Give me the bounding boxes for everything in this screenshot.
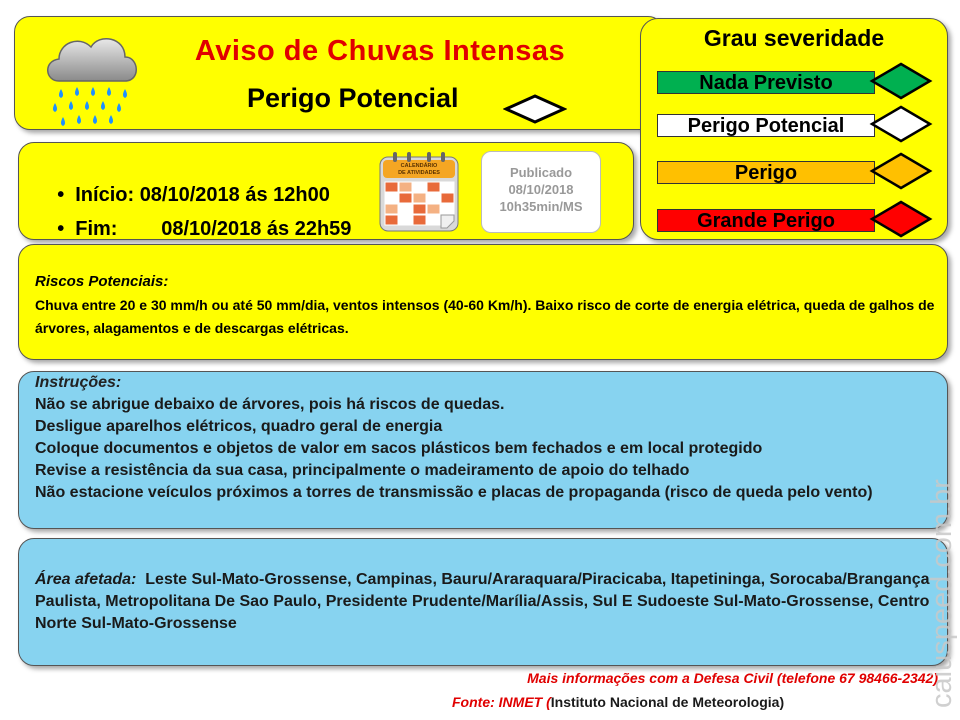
severity-level (657, 61, 937, 101)
end-date: • Fim: 08/10/2018 ás 22h59 (57, 218, 352, 240)
svg-text:DE ATIVIDADES: DE ATIVIDADES (398, 170, 440, 176)
instruction-item: Coloque documentos e objetos de valor em sacos plásticos bem fechados e em local protegido (35, 440, 763, 457)
severity-level (657, 151, 937, 191)
diamond-icon (869, 199, 933, 239)
published-label: Publicado (509, 165, 573, 180)
diamond-icon (869, 61, 933, 101)
page-subtitle: Perigo Potencial (247, 83, 459, 113)
risks-text: Chuva entre 20 e 30 mm/h ou até 50 mm/dia, ventos intensos (40-60 Km/h). Baixo risco de corte de energia elétrica, queda de galhos de árvores, alagamentos e de descargas elétricas. (35, 297, 935, 336)
severity-level (657, 104, 937, 144)
end-value: 08/10/2018 ás 22h59 (161, 218, 352, 240)
instruction-item: Desligue aparelhos elétricos, quadro geral de energia (35, 418, 443, 435)
instruction-item: Revise a resistência da sua casa, principalmente o madeiramento de apoio do telhado (35, 462, 690, 479)
instructions-title: Instruções: (35, 374, 122, 391)
severity-label: Perigo Potencial (657, 114, 875, 137)
end-label: Fim: (75, 218, 118, 240)
published-date: 08/10/2018 (508, 182, 574, 197)
watermark (915, 412, 960, 712)
calendar-text: CALENDÁRIO (400, 163, 438, 169)
header-panel (14, 16, 664, 130)
dates-panel (18, 142, 634, 240)
source-rest: Instituto Nacional de Meteorologia) (550, 694, 785, 710)
instruction-item: Não estacione veículos próximos a torres de transmissão e placas de propaganda (risco de queda pelo vento) (35, 484, 873, 501)
area-label: Área afetada: (35, 571, 137, 588)
calendar-icon (377, 149, 461, 233)
risks-title: Riscos Potenciais: (35, 273, 169, 290)
area-panel (18, 538, 948, 666)
diamond-icon (869, 104, 933, 144)
start-value: 08/10/2018 ás 12h00 (139, 184, 330, 206)
more-info-text: Mais informações com a Defesa Civil (telefone 67 98466-2342) (527, 670, 938, 686)
instructions-panel (18, 371, 948, 529)
severity-title: Grau severidade (703, 25, 885, 51)
severity-level (657, 199, 937, 239)
instructions-list (35, 394, 935, 504)
start-label: Início: (75, 184, 135, 206)
diamond-icon (869, 151, 933, 191)
risks-panel (18, 244, 948, 360)
published-time: 10h35min/MS (499, 199, 583, 214)
rain-cloud-icon (41, 27, 141, 137)
diamond-icon (503, 93, 567, 125)
severity-label: Nada Previsto (657, 71, 875, 94)
page-title: Aviso de Chuvas Intensas (194, 35, 566, 67)
instruction-item: Não se abrigue debaixo de árvores, pois há riscos de quedas. (35, 396, 505, 413)
area-text: Leste Sul-Mato-Grossense, Campinas, Bauru/Araraquara/Piracicaba, Itapetininga, Sorocaba/Brangança Paulista, Metropolitana De Sao Paulo, Presidente Prudente/Marília/Assis, Sul E Sudoeste Sul-Mato-Grossense, Centro Norte Sul-Mato-Grossense (35, 571, 930, 632)
severity-label: Perigo (657, 161, 875, 184)
start-date: • Início: 08/10/2018 ás 12h00 (57, 184, 330, 206)
area-text-block (35, 569, 935, 635)
source-text (452, 694, 784, 710)
severity-label: Grande Perigo (657, 209, 875, 232)
published-box (481, 151, 601, 233)
source-label: Fonte: INMET ( (452, 694, 551, 710)
watermark-text: caiuspeed.com.br (926, 479, 958, 708)
severity-legend (640, 18, 948, 240)
